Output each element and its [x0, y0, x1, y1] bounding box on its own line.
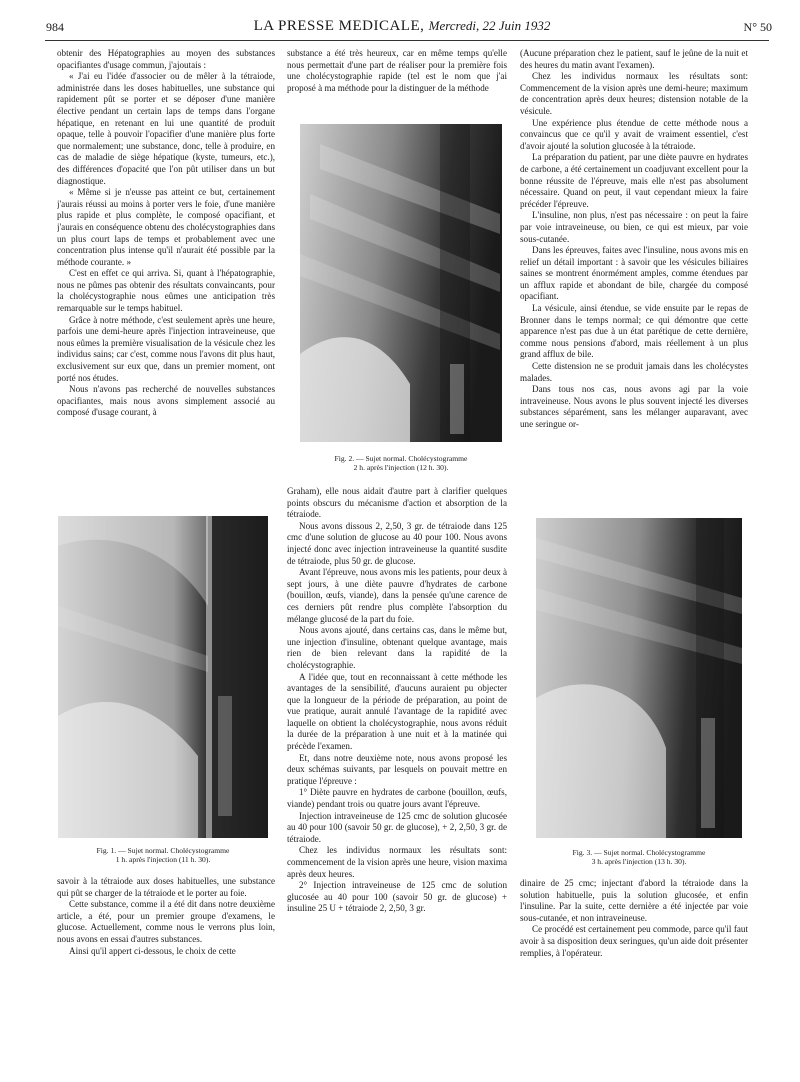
caption-line: 2 h. après l'injection (12 h. 30). — [353, 463, 449, 473]
paragraph: La vésicule, ainsi étendue, se vide ensuite par le repas de Bronner dans le temps normal; ce qui démontre que cette apparence n'est pas due à un état parétique de cette dernière, comme nous pensions d'abord, mais réellement à un plus grand afflux de bile. — [520, 303, 748, 360]
caption-line: Fig. 3. — Sujet normal. Cholécystogramme — [572, 848, 706, 857]
paragraph: A l'idée que, tout en reconnaissant à cette méthode les avantages de la sensibilité, d'aucuns auraient pu objecter que la longueur de la période de préparation, au point de vue pratique, aurait annulé l'avantage de la rapidité avec laquelle on obtient la cholécystographie, nous avons réduit la durée de la préparation à une nuit et à la matinée qui précède l'examen. — [287, 671, 507, 752]
paragraph: 2° Injection intraveineuse de 125 cmc de solution glucosée au 40 pour 100 (savoir 50 gr. de glucose) + insuline 25 U + tétraiode 2, 2,50, 3 gr. — [287, 880, 507, 914]
column-2-top — [287, 48, 507, 118]
paragraph: Une expérience plus étendue de cette méthode nous a convaincus que ce qu'il y avait de vraiment essentiel, c'est d'avoir ajouté la solution glucosée à la tétraiode. — [520, 117, 748, 151]
paragraph: Dans les épreuves, faites avec l'insuline, nous avons mis en relief un détail important : à savoir que les vésicules biliaires saines se montrent énormément amples, comme étendues par un afflux rapide et abondant de bile, chargée du composé opacifiant. — [520, 245, 748, 302]
paragraph: L'insuline, non plus, n'est pas nécessaire : on peut la faire par voie intraveineuse, ou bien, ce qui est mieux, par voie sous-cutanée. — [520, 210, 748, 244]
caption-line: Fig. 1. — Sujet normal. Cholécystogramme — [96, 846, 230, 855]
paragraph: substance a été très heureux, car en même temps qu'elle nous permettait d'une part de réaliser pour la première fois une cholécystographie rapide (tel est le nom que j'ai proposé à ma méthode pour la distinguer de la méthode — [287, 48, 507, 93]
header-rule — [45, 40, 769, 41]
paragraph: Nous avons dissous 2, 2,50, 3 gr. de tétraiode dans 125 cmc d'une solution de glucose au 40 pour 100. Nous avons injecté donc avec injection intraveineuse la quantité susdite de tétraiode, plus 50 gr. de glucose. — [287, 520, 507, 566]
paragraph: (Aucune préparation chez le patient, sauf le jeûne de la nuit et des heures du matin avant l'examen). — [520, 48, 748, 70]
journal-name: LA PRESSE MEDICALE, — [253, 18, 425, 34]
caption-line: 1 h. après l'injection (11 h. 30). — [115, 855, 211, 865]
paragraph: Et, dans notre deuxième note, nous avons proposé les deux schémas suivants, par lesquels on pouvait mettre en pratique l'épreuve : — [287, 752, 507, 786]
figure-3-xray — [536, 518, 742, 838]
issue-number: N° 50 — [743, 20, 772, 34]
column-1-bottom — [57, 876, 275, 1036]
paragraph: Dans tous nos cas, nous avons agi par la voie intraveineuse. Nous avons le plus souvent injecté les diverses substances séparément, sans les mélanger auparavant, avec une seringue or- — [520, 384, 748, 429]
paragraph: Grâce à notre méthode, c'est seulement après une heure, parfois une demi-heure après l'injection intraveineuse, que nous eûmes la première visualisation de la vésicule chez les individus sains; car c'est, comme nous l'avons dit plus haut, exclusivement sur eux que, dans un premier moment, ont porté nos études. — [57, 314, 275, 383]
paragraph: Ainsi qu'il appert ci-dessous, le choix de cette — [69, 945, 236, 956]
paragraph: 1° Diète pauvre en hydrates de carbone (bouillon, œufs, viande) pendant trois ou quatre jours avant l'épreuve. — [287, 787, 507, 810]
paragraph: « J'ai eu l'idée d'associer ou de mêler à la tétraiode, administrée dans les doses habituelles, une substance qui rapidement pût se porter et se déposer d'une manière élective pendant un certain laps de temps dans l'organe hépatique, en retenant en lui une quantité de produit opaque, telle à pouvoir l'opacifier d'une manière plus forte que normalement; une substance, donc, telle à produire, en cas de maladie de siège hépatique (kyste, tumeurs, etc.), des différences d'opacité que l'on pût utiliser dans un but diagnostique. — [57, 71, 275, 186]
column-1-top — [57, 48, 275, 498]
column-3-top — [520, 48, 748, 506]
paragraph: Injection intraveineuse de 125 cmc de solution glucosée au 40 pour 100 (savoir 50 gr. de glucose), + 2, 2,50, 3 gr. de tétraiode. — [287, 810, 507, 844]
page-header — [30, 18, 774, 38]
column-3-bottom — [520, 878, 748, 1038]
paragraph: C'est en effet ce qui arriva. Si, quant à l'hépatographie, nous ne pûmes pas obtenir des résultats convaincants, pour la cholécystographie nous eûmes une anticipation très remarquable sur le temps habituel. — [57, 268, 275, 314]
figure-1-xray — [58, 516, 268, 838]
paragraph: Nous avons ajouté, dans certains cas, dans le même but, une injection d'insuline, obtenant quelque avantage, mais rien de bien relevant dans la rapidité de la cholécystographie. — [287, 625, 507, 670]
paragraph: savoir à la tétraiode aux doses habituelles, une substance qui pût se charger de la tétraiode et le porter au foie. — [57, 876, 275, 898]
journal-title — [30, 18, 774, 35]
paragraph: Avant l'épreuve, nous avons mis les patients, pour deux à sept jours, à une diète pauvre d'hydrates de carbone (bouillon, œufs, viande), dans la pensée qu'une carence de ces derniers pût rendre plus complète l'absorption du mélange glucosé de la part du foie. — [287, 567, 507, 624]
paragraph: Nous n'avons pas recherché de nouvelles substances opacifiantes, mais nous avons simplement associé au composé d'usage courant, à — [57, 384, 275, 418]
figure-2-xray — [300, 124, 502, 442]
caption-line: 3 h. après l'injection (13 h. 30). — [591, 857, 687, 867]
paragraph: Cette distension ne se produit jamais dans les cholécystes malades. — [520, 361, 748, 383]
paragraph: Cette substance, comme il a été dit dans notre deuxième article, a été, pour un premier groupe d'examens, le glucose. Actuellement, comme nous le verrons plus loin, nous avons en essai d'autres substances. — [57, 899, 275, 944]
paragraph: « Même si je n'eusse pas atteint ce but, certainement j'aurais réussi au moins à porter vers le foie, d'une manière plus rapide et plus complète, le composé opacifiant, et j'aurais en conséquence obtenu des cholécystographies dans un plus court laps de temps et probablement avec une concentration plus intense qu'il n'aurait été possible par la méthode courante. » — [57, 187, 275, 267]
issue-date: Mercredi, 22 Juin 1932 — [428, 18, 551, 33]
paragraph: Graham), elle nous aidait d'autre part à clarifier quelques points obscurs du mécanisme d'action et absorption de la tétraiode. — [287, 486, 507, 520]
column-2-bottom — [287, 486, 507, 1026]
figure-1-caption — [58, 846, 268, 865]
caption-line: Fig. 2. — Sujet normal. Cholécystogramme — [334, 454, 468, 463]
paragraph: Ce procédé est certainement peu commode, parce qu'il faut avoir à sa disposition deux seringues, qu'un aide doit présenter remplies, à l'opérateur. — [520, 924, 748, 958]
paragraph: Chez les individus normaux les résultats sont: commencement de la vision après une heure, vision maxima après deux heures. — [287, 845, 507, 879]
paragraph: Chez les individus normaux les résultats sont: Commencement de la vision après une demi-heure; maximum de concentration après deux heures; distension notable de la vésicule. — [520, 71, 748, 116]
page-number: 984 — [46, 20, 64, 34]
paragraph: La préparation du patient, par une diète pauvre en hydrates de carbone, a été certainement un coadjuvant excellent pour la bonne réussite de l'épreuve, mais elle n'est pas absolument nécessaire. Quand on peut, il vaut cependant mieux la faire précéder l'épreuve. — [520, 152, 748, 209]
figure-3-caption — [536, 848, 742, 867]
paragraph: obtenir des Hépatographies au moyen des substances opacifiantes d'usage commun, j'ajoutais : — [57, 48, 275, 70]
paragraph: dinaire de 25 cmc; injectant d'abord la tétraiode dans la solution habituelle, puis la solution glucosée, et enfin l'insuline. Par la suite, cette dernière a été injectée par voie sous-cutanée, et non intraveineuse. — [520, 878, 748, 923]
figure-2-caption — [300, 454, 502, 473]
